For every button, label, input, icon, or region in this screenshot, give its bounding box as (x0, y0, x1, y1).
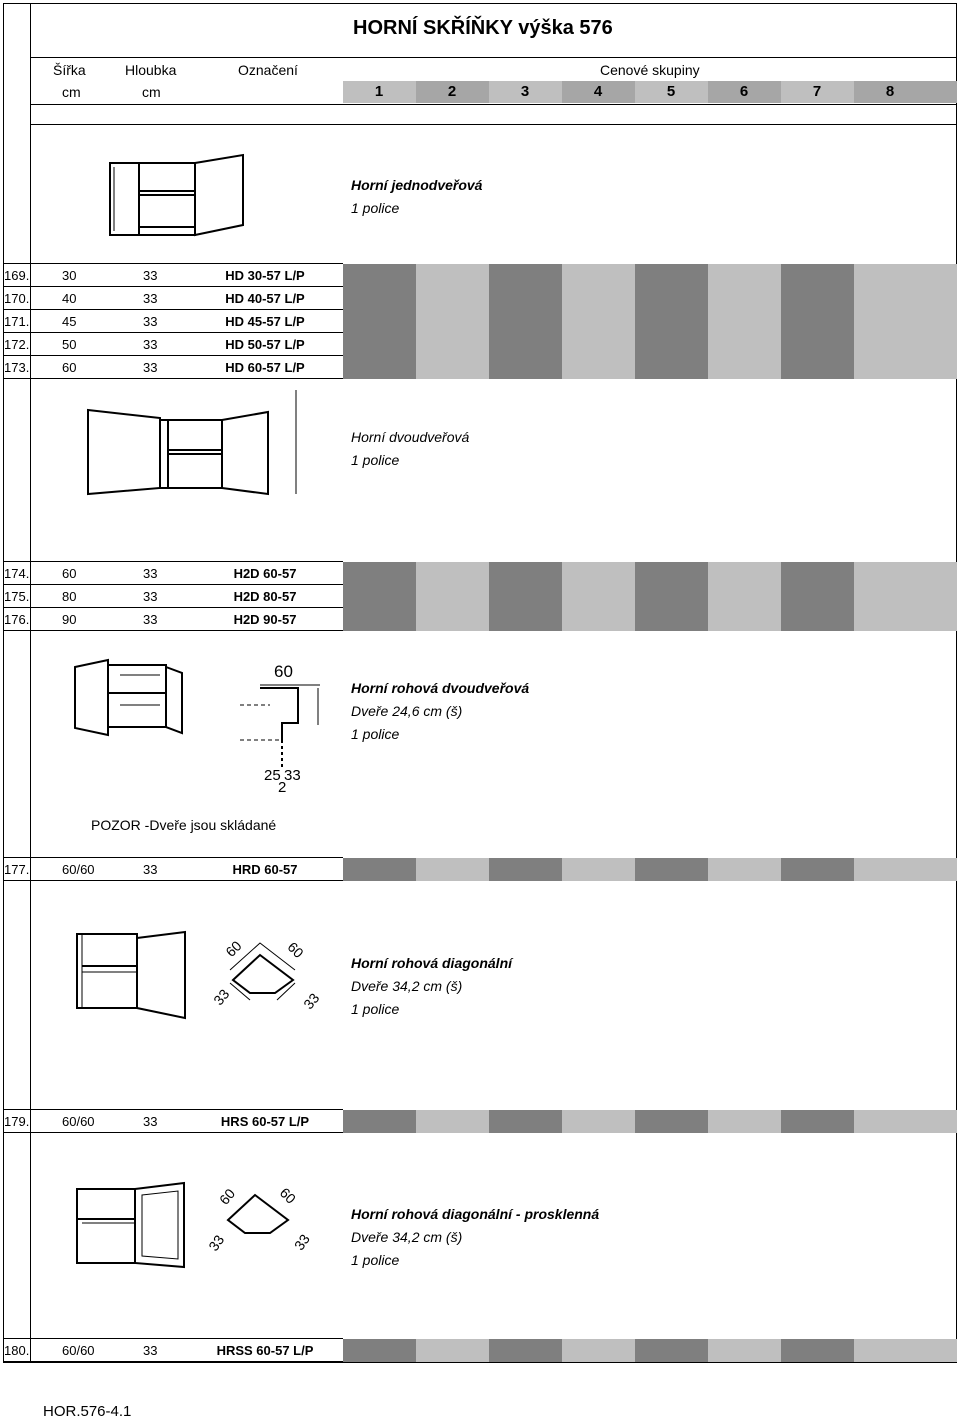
section-1-desc (351, 174, 482, 220)
row-divider (3, 630, 343, 631)
row-width: 60 (62, 360, 77, 375)
price-cell (343, 264, 416, 287)
price-cell (416, 310, 489, 333)
price-cell (416, 585, 489, 608)
row-depth: 33 (143, 314, 158, 329)
dim-bottom-b: 33 (284, 767, 301, 784)
price-cell (343, 310, 416, 333)
section-5-desc (351, 1203, 599, 1272)
price-cell (635, 310, 708, 333)
table-row (0, 333, 960, 356)
price-cell (781, 585, 854, 608)
price-cell (562, 608, 635, 631)
price-cell (781, 264, 854, 287)
row-width: 90 (62, 612, 77, 627)
price-cell (489, 608, 562, 631)
price-cell (562, 310, 635, 333)
row-width: 40 (62, 291, 77, 306)
price-cell (781, 1339, 854, 1362)
glazed-diagonal-cabinet-drawing (40, 1175, 200, 1275)
price-cell (708, 858, 781, 881)
section-2-desc (351, 426, 469, 472)
dim-a: 60 (215, 1185, 239, 1208)
header-divider-2 (30, 124, 957, 125)
price-cell (781, 858, 854, 881)
row-depth: 33 (143, 566, 158, 581)
price-cell (635, 1339, 708, 1362)
row-depth: 33 (143, 862, 158, 877)
glazed-diagonal-plan-dimensions (200, 1175, 320, 1270)
unit-depth: cm (142, 84, 161, 100)
row-code: HD 40-57 L/P (225, 291, 305, 306)
price-cell (854, 356, 957, 379)
row-divider (3, 880, 343, 881)
section-4-title: Horní rohová diagonální (351, 955, 513, 971)
row-number: 176. (4, 612, 30, 627)
index-divider (30, 1109, 31, 1132)
price-cell (416, 356, 489, 379)
section-4-shelf: 1 police (351, 1001, 400, 1017)
index-divider (30, 263, 31, 378)
price-cell (489, 310, 562, 333)
price-cell (489, 1339, 562, 1362)
price-cell (708, 264, 781, 287)
corner-plan-dimensions (230, 655, 330, 795)
row-width: 60 (62, 566, 77, 581)
section-4-door: Dveře 34,2 cm (š) (351, 978, 463, 994)
price-cell (854, 1110, 957, 1133)
page-title: HORNÍ SKŘÍŇKY výška 576 (353, 17, 613, 39)
row-code: HD 50-57 L/P (225, 337, 305, 352)
row-width: 60/60 (62, 1114, 95, 1129)
index-divider (30, 561, 31, 630)
price-cell (708, 1339, 781, 1362)
price-cell (635, 356, 708, 379)
price-cell (854, 333, 957, 356)
section-1-shelf: 1 police (351, 200, 400, 216)
price-cell (489, 1110, 562, 1133)
row-number: 174. (4, 566, 30, 581)
price-group-number: 1 (374, 83, 384, 100)
row-width: 45 (62, 314, 77, 329)
price-cell (635, 608, 708, 631)
section-2-title: Horní dvoudveřová (351, 429, 470, 445)
row-divider (3, 263, 343, 264)
price-cell (635, 858, 708, 881)
row-number: 171. (4, 314, 30, 329)
col-depth-label: Hloubka (125, 62, 177, 78)
row-width: 30 (62, 268, 77, 283)
price-group-number: 3 (520, 83, 530, 100)
unit-width: cm (62, 84, 81, 100)
row-divider (3, 1109, 343, 1110)
row-number: 172. (4, 337, 30, 352)
table-row (0, 1339, 960, 1362)
price-cell (562, 287, 635, 310)
dim-d: 33 (290, 1231, 313, 1254)
row-divider (3, 1361, 343, 1362)
price-group-number: 8 (885, 83, 895, 100)
price-cell (708, 608, 781, 631)
price-cell (635, 562, 708, 585)
price-cell (343, 356, 416, 379)
row-divider (3, 1338, 343, 1339)
row-number: 175. (4, 589, 30, 604)
dim-bottom-c: 2 (278, 779, 287, 795)
row-code: HD 30-57 L/P (225, 268, 305, 283)
row-number: 169. (4, 268, 30, 283)
cabinet-double-door-drawing (60, 390, 310, 500)
section-5-shelf: 1 police (351, 1252, 400, 1268)
price-cell (343, 1339, 416, 1362)
price-cell (708, 333, 781, 356)
price-cell (562, 562, 635, 585)
table-row (0, 562, 960, 585)
price-cell (635, 333, 708, 356)
price-cell (781, 333, 854, 356)
row-divider (3, 857, 343, 858)
index-divider (30, 1338, 31, 1361)
price-cell (854, 264, 957, 287)
row-number: 177. (4, 862, 30, 877)
price-cell (489, 287, 562, 310)
price-cell (708, 310, 781, 333)
header-divider (30, 104, 957, 105)
price-cell (708, 287, 781, 310)
price-cell (489, 264, 562, 287)
price-cell (343, 1110, 416, 1133)
price-cell (343, 858, 416, 881)
price-cell (562, 1110, 635, 1133)
price-cell (489, 858, 562, 881)
row-code: H2D 90-57 (233, 612, 297, 627)
price-cell (416, 1339, 489, 1362)
section-5-title: Horní rohová diagonální - prosklenná (351, 1206, 600, 1222)
row-code: HD 45-57 L/P (225, 314, 305, 329)
price-cell (708, 562, 781, 585)
index-divider (30, 857, 31, 880)
dim-bottom-a: 25 (264, 767, 281, 784)
section-4-desc (351, 952, 512, 1021)
row-divider (3, 561, 343, 562)
table-row (0, 858, 960, 881)
table-row (0, 310, 960, 333)
corner-cabinet-drawing (70, 655, 200, 745)
row-depth: 33 (143, 291, 158, 306)
price-group-number: 5 (666, 83, 676, 100)
price-cell (489, 585, 562, 608)
diagonal-plan-dimensions (205, 925, 325, 1020)
cabinet-single-door-drawing (85, 145, 265, 245)
row-depth: 33 (143, 337, 158, 352)
price-cell (416, 562, 489, 585)
price-cell (854, 608, 957, 631)
row-width: 60/60 (62, 862, 95, 877)
price-cell (343, 562, 416, 585)
price-cell (416, 264, 489, 287)
price-group-number: 6 (739, 83, 749, 100)
folding-doors-note: POZOR -Dveře jsou skládané (91, 817, 277, 833)
row-depth: 33 (143, 1343, 158, 1358)
price-cell (562, 264, 635, 287)
row-width: 80 (62, 589, 77, 604)
dim-top: 60 (274, 662, 293, 681)
price-cell (489, 356, 562, 379)
row-divider (3, 378, 343, 379)
price-cell (781, 356, 854, 379)
price-cell (781, 562, 854, 585)
row-depth: 33 (143, 612, 158, 627)
dim-c: 33 (210, 985, 233, 1009)
row-number: 179. (4, 1114, 30, 1129)
price-cell (854, 562, 957, 585)
price-cell (854, 287, 957, 310)
price-cell (781, 1110, 854, 1133)
price-cell (416, 287, 489, 310)
row-code: H2D 60-57 (233, 566, 297, 581)
price-groups-label: Cenové skupiny (600, 62, 700, 78)
section-2-shelf: 1 police (351, 452, 400, 468)
price-cell (562, 333, 635, 356)
row-code: H2D 80-57 (233, 589, 297, 604)
title-divider (30, 57, 957, 58)
price-group-number: 2 (447, 83, 457, 100)
col-width-label: Šířka (53, 62, 86, 78)
section-3-shelf: 1 police (351, 726, 400, 742)
price-cell (854, 858, 957, 881)
row-depth: 33 (143, 589, 158, 604)
row-code: HRS 60-57 L/P (220, 1114, 310, 1129)
table-row (0, 356, 960, 379)
price-cell (562, 585, 635, 608)
row-number: 173. (4, 360, 30, 375)
price-cell (343, 585, 416, 608)
price-cell (708, 1110, 781, 1133)
dim-b: 60 (284, 938, 307, 962)
dim-c: 33 (205, 1231, 228, 1254)
dim-a: 60 (222, 937, 245, 960)
row-code: HRD 60-57 (232, 862, 298, 877)
row-depth: 33 (143, 1114, 158, 1129)
price-group-number: 7 (812, 83, 822, 100)
row-width: 60/60 (62, 1343, 95, 1358)
row-depth: 33 (143, 268, 158, 283)
price-cell (489, 562, 562, 585)
price-cell (562, 858, 635, 881)
price-cell (416, 333, 489, 356)
price-cell (854, 585, 957, 608)
price-cell (343, 287, 416, 310)
section-3-desc (351, 677, 529, 746)
row-code: HD 60-57 L/P (225, 360, 305, 375)
price-cell (854, 310, 957, 333)
table-row (0, 264, 960, 287)
row-divider (3, 1132, 343, 1133)
price-cell (781, 310, 854, 333)
section-5-door: Dveře 34,2 cm (š) (351, 1229, 463, 1245)
price-group-number: 4 (593, 83, 603, 100)
row-width: 50 (62, 337, 77, 352)
table-row (0, 585, 960, 608)
price-cell (416, 858, 489, 881)
price-cell (635, 585, 708, 608)
price-cell (708, 356, 781, 379)
section-3-title: Horní rohová dvoudveřová (351, 680, 530, 696)
table-row (0, 608, 960, 631)
price-cell (562, 356, 635, 379)
price-cell (781, 287, 854, 310)
price-cell (854, 1339, 957, 1362)
diagonal-corner-cabinet-drawing (40, 920, 200, 1020)
price-cell (489, 333, 562, 356)
col-code-label: Označení (238, 62, 298, 78)
row-number: 170. (4, 291, 30, 306)
left-index-column (3, 3, 30, 1363)
table-row (0, 1110, 960, 1133)
price-cell (708, 585, 781, 608)
price-cell (635, 264, 708, 287)
price-cell (343, 608, 416, 631)
section-3-door: Dveře 24,6 cm (š) (351, 703, 463, 719)
table-row (0, 287, 960, 310)
price-cell (781, 608, 854, 631)
price-cell (635, 1110, 708, 1133)
row-code: HRSS 60-57 L/P (216, 1343, 314, 1358)
price-cell (343, 333, 416, 356)
dim-d: 33 (300, 989, 323, 1013)
dim-b: 60 (276, 1184, 300, 1207)
price-cell (416, 1110, 489, 1133)
section-1-title: Horní jednodveřová (351, 177, 483, 193)
row-number: 180. (4, 1343, 30, 1358)
document-code: HOR.576-4.1 (43, 1403, 132, 1420)
price-cell (562, 1339, 635, 1362)
price-cell (416, 608, 489, 631)
price-cell (635, 287, 708, 310)
row-depth: 33 (143, 360, 158, 375)
